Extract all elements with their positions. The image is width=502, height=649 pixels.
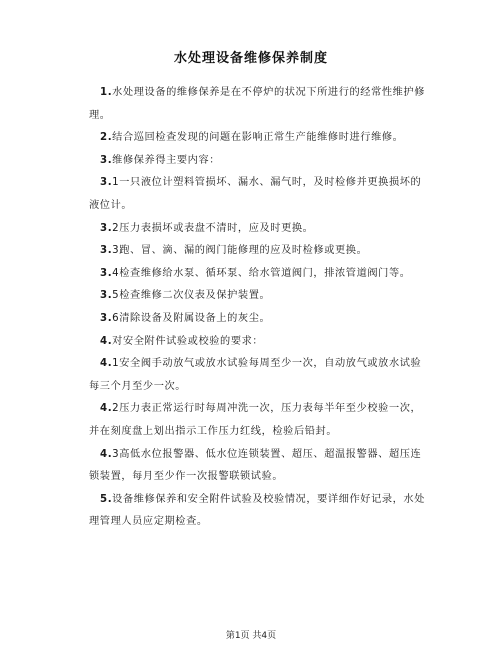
paragraph (89, 127, 425, 150)
paragraph-text: 3高低水位报警器、低水位连锁装置、超压、超温报警器、超压连锁装置，每月至少作一次报警联锁试验。 (89, 448, 422, 483)
paragraph (89, 489, 425, 534)
paragraph (89, 353, 425, 398)
page-number-footer: 第1页 共4页 (225, 631, 277, 641)
paragraph-number: 3. (100, 154, 113, 166)
paragraph (89, 240, 425, 263)
paragraph-text: 对安全附件试验或校验的要求： (112, 335, 264, 347)
paragraph-number: 3. (100, 222, 113, 234)
paragraph-text: 设备维修保养和安全附件试验及校验情况，要详细作好记录，水处理管理人员应定期检查。 (89, 493, 426, 528)
paragraph (89, 150, 425, 173)
paragraph-text: 6清除设备及附属设备上的灰尘。 (112, 312, 271, 324)
paragraph-number: 3. (100, 177, 113, 189)
paragraph-text: 3跑、冒、滴、漏的阀门能修理的应及时检修或更换。 (112, 245, 368, 257)
paragraph (89, 172, 425, 217)
paragraph-text: 5检查维修二次仪表及保护装置。 (112, 290, 271, 302)
paragraph (89, 331, 425, 354)
paragraph-number: 4. (100, 358, 113, 370)
paragraph-number: 4. (100, 448, 113, 460)
paragraph-number: 3. (100, 290, 113, 302)
paragraph-number: 3. (100, 245, 113, 257)
paragraph-text: 结合巡回检查发现的问题在影响正常生产能维修时进行维修。 (112, 132, 404, 144)
paragraph-number: 4. (100, 403, 113, 415)
paragraph (89, 308, 425, 331)
document-title: 水处理设备维修保养制度 (173, 51, 328, 66)
paragraph-text: 2压力表损坏或表盘不清时，应及时更换。 (112, 222, 314, 234)
paragraph-number: 3. (100, 312, 113, 324)
paragraph (89, 398, 425, 443)
paragraph-number: 1. (100, 87, 113, 98)
paragraph (89, 444, 425, 489)
paragraph (89, 218, 425, 241)
paragraph-text: 2压力表正常运行时每周冲洗一次，压力表每半年至少校验一次，并在刻度盘上划出指示工作压力红线，检验后铅封。 (89, 403, 422, 437)
paragraph-number: 4. (100, 335, 113, 347)
paragraph (89, 263, 425, 286)
paragraph (89, 82, 425, 127)
paragraph-text: 维修保养得主要内容： (112, 154, 221, 166)
document-body (89, 82, 425, 534)
paragraph-number: 2. (100, 132, 113, 144)
paragraph (89, 285, 425, 308)
paragraph-text: 1一只液位计塑料管损坏、漏水、漏气时，及时检修并更换损坏的液位计。 (89, 177, 422, 211)
paragraph-text: 水处理设备的维修保养是在不停炉的状况下所进行的经常性维护修理。 (89, 87, 426, 121)
paragraph-number: 5. (100, 493, 113, 505)
paragraph-text: 4检查维修给水泵、循环泵、给水管道阀门，排浓管道阀门等。 (112, 267, 411, 279)
paragraph-text: 1安全阀手动放气或放水试验每周至少一次，自动放气或放水试验每三个月至少一次。 (89, 358, 422, 392)
paragraph-number: 3. (100, 267, 113, 279)
